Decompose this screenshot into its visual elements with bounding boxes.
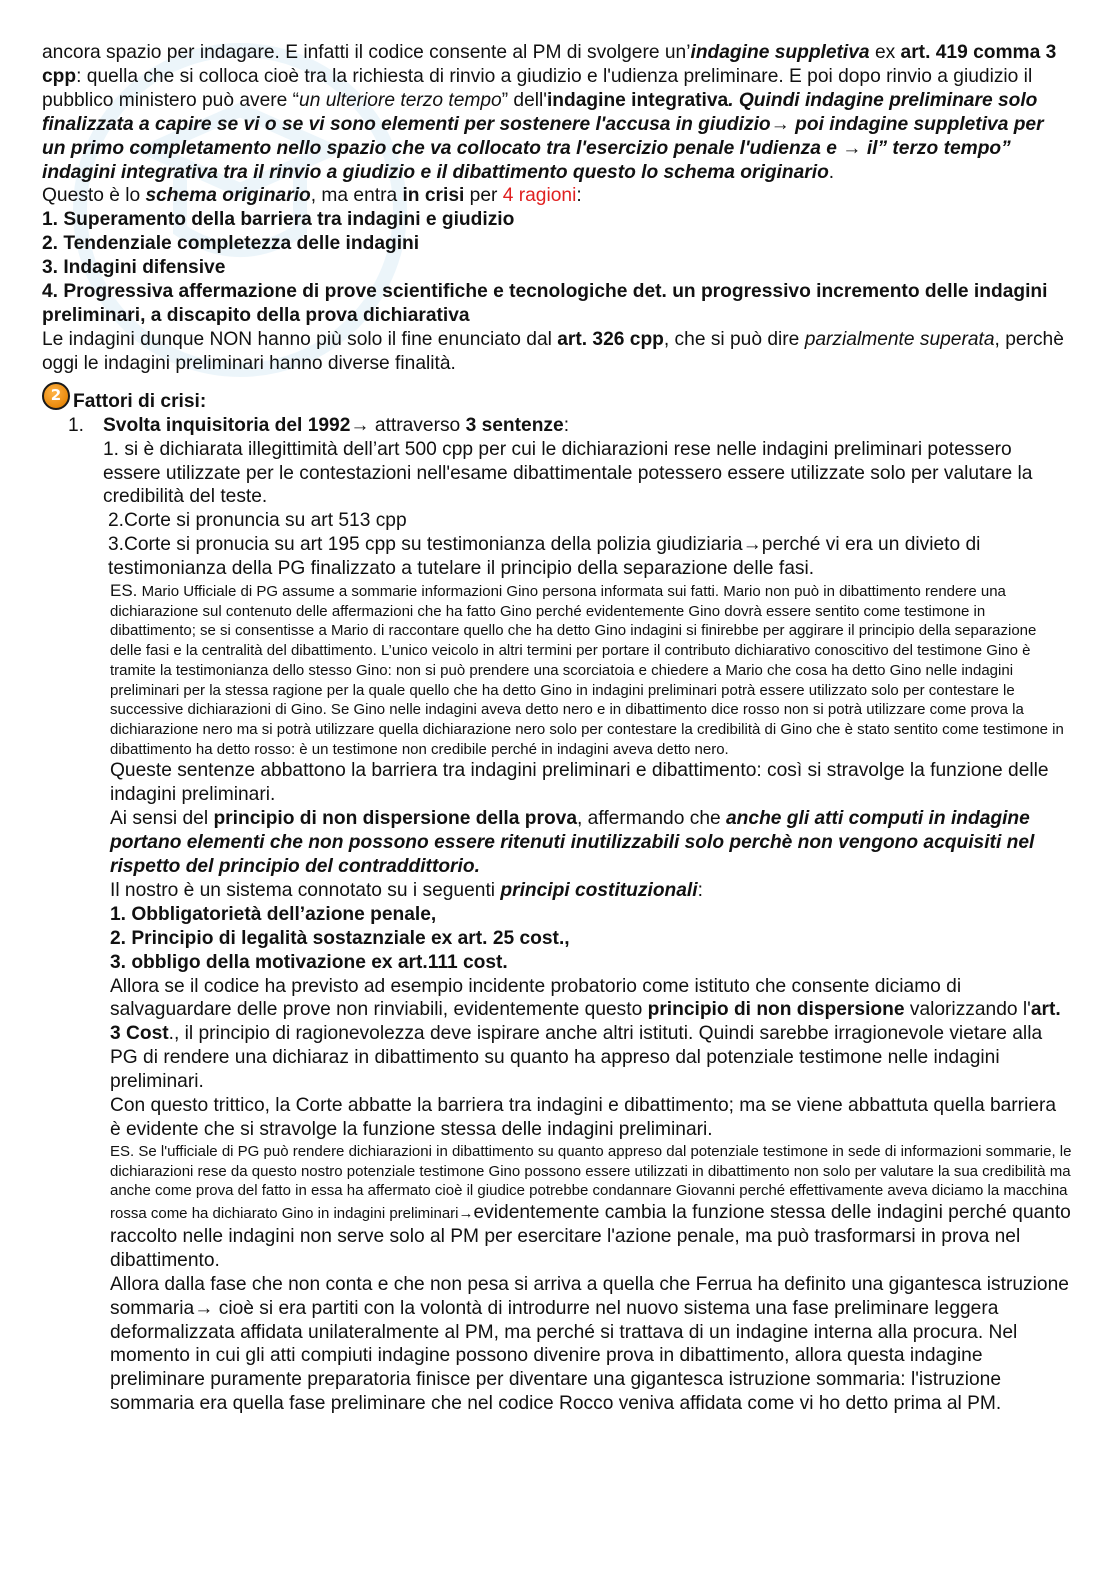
arrow-icon: → — [770, 113, 790, 135]
principio-1: 1. Obbligatorietà dell’azione penale, — [110, 903, 437, 925]
arrow-icon: → — [350, 414, 370, 436]
arrow-icon: → — [194, 1297, 214, 1319]
arrow-icon: → — [742, 534, 762, 556]
paragraph-schema: ancora spazio per indagare. E infatti il codice consente al PM di svolgere un’indagine suppletiva ex art. 419 comma 3 cpp: quella che si colloca cioè tra la richiesta di rinvio a giudizio e l'udienza preliminare. E poi dopo rinvio a giudizio il pubblico ministero può avere “un ulteriore terzo tempo” dell'indagine integrativa. Quindi indagine preliminare solo finalizzata a capire se vi o se vi sono elementi per sostenere l'accusa in giudizio→ poi indagine suppletiva per un primo completamento nello spazio che va collocato tra l'esercizio penale l'udienza e → il” terzo tempo” indagini integrativa tra il rinvio a giudizio e il dibattimento questo lo schema originario. — [42, 42, 1057, 183]
paragraph-incidente-probatorio: Allora se il codice ha previsto ad esempio incidente probatorio come istituto che consente diciamo di salvaguardare delle prove non rinviabili, evidentemente questo principio di non dispersione valorizzando l'art. 3 Cost., il principio di ragionevolezza deve ispirare anche altri istituti. Quindi sarebbe irragionevole vietare alla PG di rendere una dichiaraz in dibattimento su quanto ha appreso dal potenziale testimone nelle indagini preliminari. — [110, 975, 1061, 1093]
principio-2: 2. Principio di legalità sostaznziale ex art. 25 cost., — [110, 927, 570, 949]
paragraph-art-326: Le indagini dunque NON hanno più solo il fine enunciato dal art. 326 cpp, che si può dire parzialmente superata, perchè oggi le indagini preliminari hanno diverse finalità. — [42, 328, 1064, 374]
paragraph-trittico: Con questo trittico, la Corte abbatte la barriera tra indagini e dibattimento; ma se viene abbattuta quella barriera è evidente che si stravolge la funzione stessa delle indagini preliminari. — [110, 1095, 1057, 1140]
example-paragraph-2: ES. Se l'ufficiale di PG può rendere dichiarazioni in dibattimento su quanto appreso dal potenziale testimone in sede di informazioni sommarie, le dichiarazioni rese da questo nostro potenziale testimone Gino possono essere utilizzati in dibattimento non solo per valutare la sua credibilità ma anche come prova del fatto in essa ha affermato cioè il giudice potrebbe condannare Giovanni perché effettivamente aveva diciamo la macchina rossa come ha dichiarato Gino in indagini preliminari→evidentemente cambia la funzione stessa delle indagini perché quanto raccolto nelle indagini non serve solo al PM per esercitare l'azione penale, ma può trasformarsi in prova nel dibattimento. — [110, 1142, 1072, 1271]
sentenza-1: 1. si è dichiarata illegittimità dell’art 500 cpp per cui le dichiarazioni rese nelle indagini preliminari potessero essere utilizzate per le contestazioni nell'esame dibattimentale potessero essere utilizzate solo per valutare la credibilità del teste. — [103, 438, 1033, 508]
paragraph-barriera: Queste sentenze abbattono la barriera tra indagini preliminari e dibattimento: così si stravolge la funzione delle indagini preliminari. — [110, 760, 1049, 806]
reason-2: 2. Tendenziale completezza delle indagini — [42, 233, 420, 255]
arrow-icon: → — [842, 137, 862, 159]
list-item-svolta: 1. Svolta inquisitoria del 1992→ attraverso 3 sentenze: — [68, 414, 570, 436]
reason-4: 4. Progressiva affermazione di prove scientifiche e tecnologiche det. un progressivo incremento delle indagini preliminari, a discapito della prova dichiarativa — [42, 281, 1048, 326]
section-heading — [42, 382, 1072, 414]
reason-3: 3. Indagini difensive — [42, 257, 226, 279]
example-paragraph-1: ES. Mario Ufficiale di PG assume a sommarie informazioni Gino persona informata sui fatti. Mario non può in dibattimento rendere una dichiarazione sul contenuto delle affermazioni che ha fatto Gino perché evidentemente Gino dovrà essere sentito come testimone in dibattimento; se si consentisse a Mario di raccontare quello che ha detto Gino indagini si finirebbe per aggirare il principio della separazione delle fasi e la centralità del dibattimento. L’unico veicolo in altri termini per portare il contributo dichiarativo conoscitivo del testimone Gino è tramite la testimonianza dello stesso Gino: non si può prendere una scorciatoia e chiedere a Mario che cosa ha detto Gino nelle indagini preliminari per la stessa ragione per la quale quello che ha detto Gino in indagini preliminari potrà essere utilizzato solo per contestare le successive dichiarazioni di Gino. Se Gino nelle indagini aveva detto nero e in dibattimento dice rosso non si potrà utilizzare come prova la dichiarazione nero ma si potrà utilizzare quella dichiarazione nero solo per contestare la credibilità di Gino che è stato sentito come testimone in dibattimento ha detto rosso: è un testimone non credibile perché in indagini aveva detto nero. — [110, 581, 1064, 758]
sentenza-3: 3.Corte si pronucia su art 195 cpp su testimonianza della polizia giudiziaria→perché vi era un divieto di testimonianza della PG finalizzato a tutelare il principio della separazione delle fasi. — [108, 534, 981, 580]
paragraph-crisi: Questo è lo schema originario, ma entra in crisi per 4 ragioni: — [42, 185, 582, 207]
number-badge-icon: 2 — [42, 382, 70, 410]
sentenza-2: 2.Corte si pronuncia su art 513 cpp — [108, 510, 407, 532]
arrow-icon: → — [458, 1204, 474, 1222]
paragraph-principi: Il nostro è un sistema connotato su i seguenti principi costituzionali: — [110, 879, 703, 901]
document-page — [42, 41, 1072, 1416]
reason-1: 1. Superamento della barriera tra indagini e giudizio — [42, 209, 515, 231]
principio-3: 3. obbligo della motivazione ex art.111 cost. — [110, 951, 508, 973]
paragraph-non-dispersione: Ai sensi del principio di non dispersione della prova, affermando che anche gli atti computi in indagine portano elementi che non possono essere ritenuti inutilizzabili solo perchè non vengono acquisiti nel rispetto del principio del contraddittorio. — [110, 808, 1035, 877]
heading-text: Fattori di crisi: — [73, 390, 207, 412]
paragraph-istruzione-sommaria: Allora dalla fase che non conta e che non pesa si arriva a quella che Ferrua ha definito una gigantesca istruzione sommaria→ cioè si era partiti con la volontà di introdurre nel nuovo sistema una fase preliminare leggera deformalizzata affidata unilateralmente al PM, ma perché si trattava di un indagine interna alla procura. Nel momento in cui gli atti compiuti indagine possono divenire prova in dibattimento, allora questa indagine preliminare puramente preparatoria finisce per diventare una gigantesca istruzione sommaria: l'istruzione sommaria era quella fase preliminare che nel codice Rocco veniva affidata come vi ho detto prima al PM. — [110, 1273, 1069, 1415]
